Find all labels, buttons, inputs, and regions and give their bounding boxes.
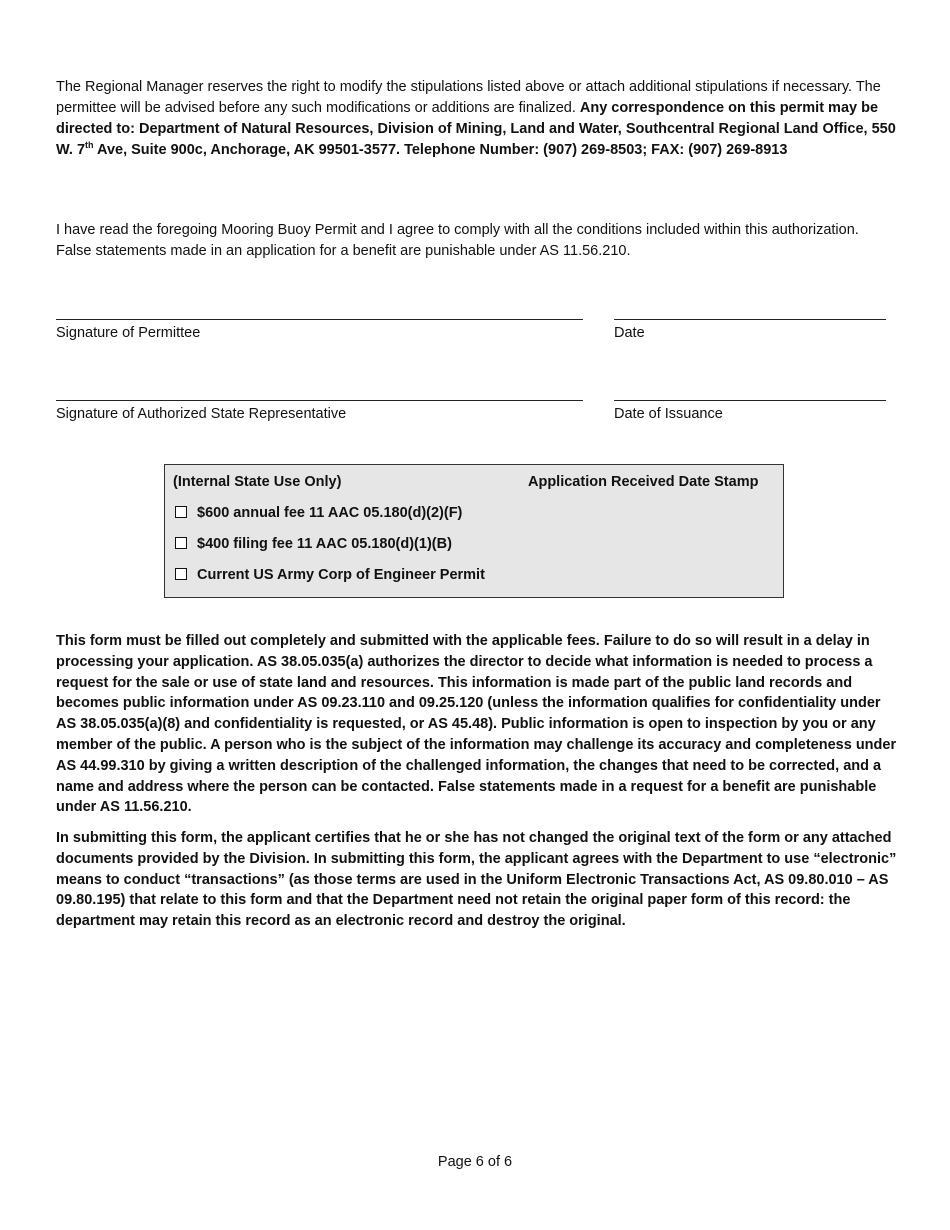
agreement-paragraph: I have read the foregoing Mooring Buoy Permit and I agree to comply with all the conditions included within this authorization. False statements made in an application for a benefit are punishable under AS 11.56.210. xyxy=(56,222,859,259)
date-stamp-label: Application Received Date Stamp xyxy=(528,474,759,490)
checkbox-row-annual-fee[interactable] xyxy=(175,503,462,523)
checkbox-row-army-corp-permit[interactable] xyxy=(175,565,485,585)
public-information-notice: This form must be filled out completely and submitted with the applicable fees. Failure to do so will result in a delay in processing your application. AS 38.05.035(a) authorizes the director to decide what information is needed to process a request for the sale or use of state land and resources. This information is made part of the public land records and becomes public information under AS 09.23.110 and 09.25.120 (unless the information qualifies for confidentiality under AS 38.05.035(a)(8) and confidentiality is requested, or AS 45.48). Public information is open to inspection by you or any member of the public. A person who is the subject of the information may challenge its accuracy and completeness under AS 44.99.310 by giving a written description of the challenged information, the changes that need to be corrected, and a name and address where the person can be contacted. False statements made in a request for a benefit are punishable under AS 11.56.210. xyxy=(56,633,897,816)
page-number: Page 6 of 6 xyxy=(437,1154,513,1170)
state-rep-signature-line[interactable] xyxy=(56,400,583,401)
checkbox-row-filing-fee[interactable] xyxy=(175,534,452,554)
issuance-date-line[interactable] xyxy=(614,400,886,401)
checkbox-filing-fee[interactable] xyxy=(175,537,187,549)
internal-use-heading: (Internal State Use Only) xyxy=(173,474,342,490)
checkbox-army-corp-permit[interactable] xyxy=(175,568,187,580)
permittee-signature-line[interactable] xyxy=(56,319,583,320)
intro-paragraph xyxy=(56,77,896,161)
electronic-transactions-notice: In submitting this form, the applicant certifies that he or she has not changed the original text of the form or any attached documents provided by the Division. In submitting this form, the applicant agrees with the Department to use “electronic” means to conduct “transactions” (as those terms are used in the Uniform Electronic Transactions Act, AS 09.80.010 – AS 09.80.195) that relate to this form and that the Department need not retain the original paper form of this record: the department may retain this record as an electronic record and destroy the original. xyxy=(56,830,897,930)
intro-text: The Regional Manager reserves the right to modify the stipulations listed above or attach additional stipulations if necessary. The permittee will be advised before any such modifications or additions are finalized. xyxy=(56,79,881,116)
filing-fee-label: $400 filing fee 11 AAC 05.180(d)(1)(B) xyxy=(197,536,452,552)
permittee-date-line[interactable] xyxy=(614,319,886,320)
correspondence-address-b: Ave, Suite 900c, Anchorage, AK 99501-3577. Telephone Number: (907) 269-8503; FAX: (907) 269-8913 xyxy=(93,142,788,158)
issuance-date-label: Date of Issuance xyxy=(614,406,723,422)
internal-use-box xyxy=(164,464,784,598)
state-rep-signature-label: Signature of Authorized State Representative xyxy=(56,406,347,422)
permittee-signature-label: Signature of Permittee xyxy=(56,325,201,341)
ordinal-suffix: th xyxy=(85,140,94,151)
checkbox-annual-fee[interactable] xyxy=(175,506,187,518)
date-label: Date xyxy=(614,325,645,341)
annual-fee-label: $600 annual fee 11 AAC 05.180(d)(2)(F) xyxy=(197,505,463,521)
army-corp-permit-label: Current US Army Corp of Engineer Permit xyxy=(197,567,485,583)
correspondence-address-a: Any correspondence on this permit may be directed to: Department of Natural Resources, Division of Mining, Land and Water, Southcentral Regional Land Office, 550 W. 7 xyxy=(56,100,896,158)
